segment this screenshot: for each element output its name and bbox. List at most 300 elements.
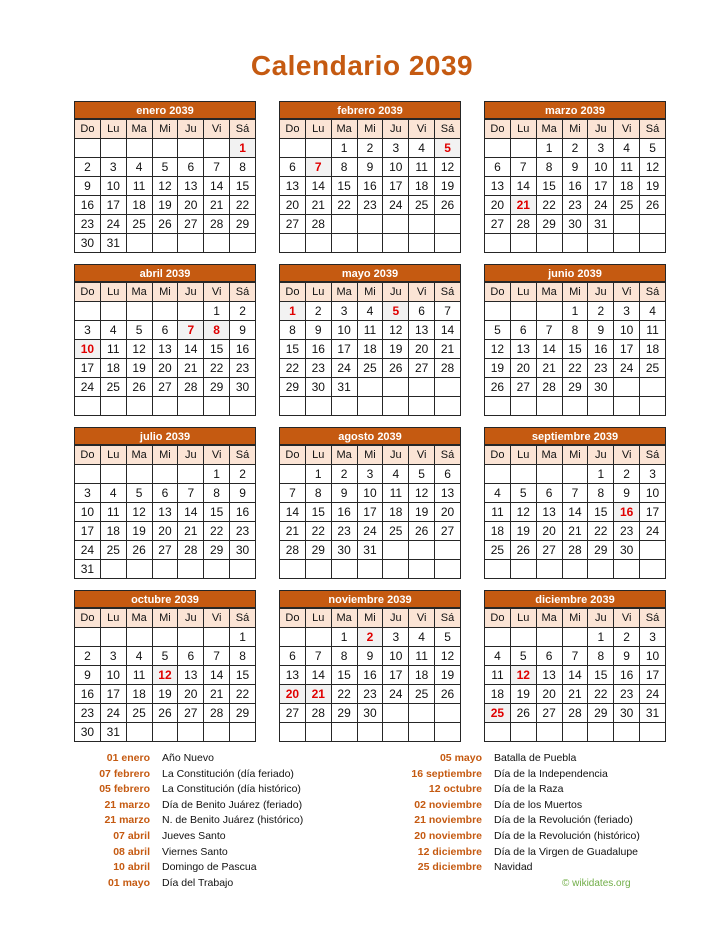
empty-cell: [357, 723, 383, 742]
day-cell: 23: [357, 196, 383, 215]
day-cell: 20: [178, 196, 204, 215]
page-title: Calendario 2039: [250, 50, 474, 81]
day-cell: 3: [383, 139, 409, 158]
empty-cell: [126, 628, 152, 647]
day-cell: 23: [331, 522, 357, 541]
empty-cell: [75, 302, 101, 321]
day-cell: 23: [614, 685, 640, 704]
holiday-date: 16 septiembre: [411, 767, 482, 780]
day-cell: 14: [435, 321, 461, 340]
weekday-header: Lu: [305, 446, 331, 465]
day-cell: 6: [280, 647, 306, 666]
day-cell: 2: [230, 302, 256, 321]
empty-cell: [435, 723, 461, 742]
day-cell: 30: [230, 541, 256, 560]
day-cell: 21: [178, 359, 204, 378]
holiday-date: 07 febrero: [99, 767, 150, 780]
empty-cell: [100, 465, 126, 484]
holiday-day-cell: 1: [230, 139, 256, 158]
day-cell: 21: [204, 685, 230, 704]
day-cell: 4: [409, 628, 435, 647]
holiday-name: Domingo de Pascua: [162, 861, 257, 874]
month-3: [484, 101, 666, 253]
day-cell: 29: [305, 541, 331, 560]
holiday-item: [78, 782, 332, 798]
empty-cell: [614, 560, 640, 579]
day-cell: 22: [588, 522, 614, 541]
day-cell: 3: [640, 465, 666, 484]
holiday-item: [78, 798, 332, 814]
day-cell: 30: [562, 215, 588, 234]
weekday-header: Ma: [331, 446, 357, 465]
day-cell: 13: [510, 340, 536, 359]
weekday-header: Do: [280, 283, 306, 302]
empty-cell: [178, 560, 204, 579]
day-cell: 24: [331, 359, 357, 378]
month-title: agosto 2039: [279, 427, 461, 445]
empty-cell: [409, 378, 435, 397]
day-cell: 4: [126, 647, 152, 666]
empty-cell: [485, 465, 511, 484]
empty-cell: [562, 628, 588, 647]
day-cell: 11: [409, 647, 435, 666]
day-cell: 29: [230, 704, 256, 723]
empty-cell: [435, 378, 461, 397]
day-cell: 12: [510, 503, 536, 522]
empty-cell: [126, 302, 152, 321]
day-cell: 2: [357, 139, 383, 158]
day-cell: 19: [126, 359, 152, 378]
day-cell: 14: [536, 340, 562, 359]
weekday-header: Lu: [100, 120, 126, 139]
empty-cell: [536, 397, 562, 416]
day-cell: 1: [588, 628, 614, 647]
day-cell: 24: [100, 704, 126, 723]
day-cell: 16: [230, 503, 256, 522]
holiday-item: [395, 782, 664, 798]
day-cell: 15: [305, 503, 331, 522]
empty-cell: [331, 215, 357, 234]
empty-cell: [614, 397, 640, 416]
day-cell: 9: [562, 158, 588, 177]
day-cell: 6: [536, 484, 562, 503]
weekday-header: Mi: [357, 120, 383, 139]
day-cell: 19: [383, 340, 409, 359]
day-cell: 18: [409, 666, 435, 685]
holiday-name: La Constitución (día histórico): [162, 783, 301, 796]
day-cell: 20: [409, 340, 435, 359]
holiday-name: Viernes Santo: [162, 845, 228, 858]
empty-cell: [280, 465, 306, 484]
day-cell: 14: [204, 666, 230, 685]
day-cell: 27: [178, 704, 204, 723]
day-cell: 21: [562, 685, 588, 704]
day-cell: 7: [562, 484, 588, 503]
day-cell: 14: [280, 503, 306, 522]
day-cell: 13: [280, 177, 306, 196]
empty-cell: [485, 302, 511, 321]
day-cell: 17: [383, 177, 409, 196]
day-cell: 7: [204, 647, 230, 666]
weekday-header: Ma: [331, 609, 357, 628]
day-cell: 6: [152, 321, 178, 340]
empty-cell: [126, 465, 152, 484]
weekday-header: Vi: [204, 446, 230, 465]
day-cell: 2: [75, 647, 101, 666]
day-cell: 17: [75, 522, 101, 541]
day-cell: 2: [614, 465, 640, 484]
empty-cell: [280, 139, 306, 158]
day-cell: 3: [75, 484, 101, 503]
empty-cell: [485, 397, 511, 416]
day-cell: 12: [126, 503, 152, 522]
holiday-day-cell: 5: [383, 302, 409, 321]
day-cell: 24: [383, 685, 409, 704]
day-cell: 5: [485, 321, 511, 340]
day-cell: 30: [614, 704, 640, 723]
day-cell: 12: [640, 158, 666, 177]
day-cell: 18: [357, 340, 383, 359]
day-cell: 8: [331, 647, 357, 666]
day-cell: 21: [178, 522, 204, 541]
weekday-header: Ju: [383, 446, 409, 465]
empty-cell: [536, 723, 562, 742]
day-cell: 4: [383, 465, 409, 484]
holiday-date: 25 diciembre: [417, 861, 482, 874]
day-cell: 17: [640, 503, 666, 522]
holiday-day-cell: 5: [435, 139, 461, 158]
day-cell: 8: [588, 647, 614, 666]
day-cell: 7: [178, 484, 204, 503]
empty-cell: [178, 723, 204, 742]
day-cell: 25: [640, 359, 666, 378]
day-cell: 30: [230, 378, 256, 397]
day-cell: 2: [230, 465, 256, 484]
day-cell: 8: [280, 321, 306, 340]
day-cell: 20: [536, 522, 562, 541]
day-cell: 19: [152, 196, 178, 215]
empty-cell: [152, 723, 178, 742]
day-cell: 6: [280, 158, 306, 177]
day-cell: 1: [204, 302, 230, 321]
empty-cell: [204, 139, 230, 158]
holiday-item: [395, 829, 664, 845]
day-cell: 20: [510, 359, 536, 378]
holiday-date: 01 mayo: [107, 876, 150, 889]
footer-credit[interactable]: © wikidates.org: [562, 878, 631, 889]
day-cell: 1: [331, 628, 357, 647]
empty-cell: [357, 215, 383, 234]
day-cell: 3: [331, 302, 357, 321]
day-cell: 13: [152, 340, 178, 359]
day-cell: 22: [331, 685, 357, 704]
day-cell: 16: [357, 666, 383, 685]
month-7: [74, 427, 256, 579]
empty-cell: [510, 139, 536, 158]
day-cell: 7: [435, 302, 461, 321]
day-cell: 3: [357, 465, 383, 484]
day-cell: 18: [614, 177, 640, 196]
day-cell: 1: [588, 465, 614, 484]
day-cell: 26: [435, 685, 461, 704]
day-cell: 28: [204, 704, 230, 723]
day-cell: 31: [331, 378, 357, 397]
day-cell: 27: [280, 704, 306, 723]
weekday-header: Sá: [435, 283, 461, 302]
day-cell: 22: [230, 685, 256, 704]
day-cell: 6: [536, 647, 562, 666]
day-cell: 19: [435, 177, 461, 196]
weekday-header: Do: [485, 283, 511, 302]
holiday-name: La Constitución (día feriado): [162, 767, 294, 780]
holiday-day-cell: 10: [75, 340, 101, 359]
empty-cell: [331, 234, 357, 253]
day-cell: 8: [204, 484, 230, 503]
empty-cell: [588, 397, 614, 416]
day-cell: 5: [126, 484, 152, 503]
day-cell: 26: [510, 704, 536, 723]
day-cell: 1: [536, 139, 562, 158]
empty-cell: [614, 234, 640, 253]
empty-cell: [640, 541, 666, 560]
day-cell: 12: [126, 340, 152, 359]
day-cell: 14: [562, 666, 588, 685]
day-cell: 19: [409, 503, 435, 522]
day-cell: 15: [588, 503, 614, 522]
day-cell: 23: [588, 359, 614, 378]
day-cell: 15: [588, 666, 614, 685]
day-cell: 2: [588, 302, 614, 321]
day-cell: 14: [204, 177, 230, 196]
holiday-item: [395, 798, 664, 814]
day-cell: 10: [588, 158, 614, 177]
empty-cell: [510, 465, 536, 484]
day-cell: 24: [75, 541, 101, 560]
holiday-day-cell: 12: [510, 666, 536, 685]
day-cell: 16: [75, 685, 101, 704]
day-cell: 25: [383, 522, 409, 541]
holiday-name: N. de Benito Juárez (histórico): [162, 814, 304, 827]
day-cell: 9: [305, 321, 331, 340]
day-cell: 27: [510, 378, 536, 397]
day-cell: 8: [588, 484, 614, 503]
weekday-header: Ju: [383, 120, 409, 139]
weekday-header: Ma: [331, 120, 357, 139]
day-cell: 23: [614, 522, 640, 541]
day-cell: 8: [230, 158, 256, 177]
empty-cell: [510, 628, 536, 647]
empty-cell: [152, 465, 178, 484]
weekday-header: Lu: [510, 609, 536, 628]
day-cell: 31: [357, 541, 383, 560]
empty-cell: [409, 723, 435, 742]
weekday-header: Sá: [435, 609, 461, 628]
weekday-header: Ma: [536, 446, 562, 465]
day-cell: 10: [614, 321, 640, 340]
holiday-item: [78, 829, 332, 845]
empty-cell: [409, 397, 435, 416]
empty-cell: [383, 723, 409, 742]
empty-cell: [152, 560, 178, 579]
weekday-header: Ma: [126, 120, 152, 139]
weekday-header: Do: [485, 446, 511, 465]
empty-cell: [204, 628, 230, 647]
day-cell: 18: [640, 340, 666, 359]
empty-cell: [178, 465, 204, 484]
day-cell: 7: [204, 158, 230, 177]
month-8: [279, 427, 461, 579]
empty-cell: [280, 723, 306, 742]
day-cell: 23: [230, 359, 256, 378]
weekday-header: Sá: [435, 446, 461, 465]
day-cell: 29: [588, 541, 614, 560]
day-cell: 20: [152, 359, 178, 378]
day-cell: 9: [357, 647, 383, 666]
weekday-header: Mi: [562, 120, 588, 139]
day-cell: 4: [485, 647, 511, 666]
day-cell: 14: [178, 340, 204, 359]
weekday-header: Do: [280, 609, 306, 628]
day-cell: 25: [409, 685, 435, 704]
empty-cell: [178, 397, 204, 416]
weekday-header: Mi: [357, 283, 383, 302]
day-cell: 5: [126, 321, 152, 340]
day-cell: 21: [562, 522, 588, 541]
weekday-header: Ju: [588, 283, 614, 302]
day-cell: 6: [409, 302, 435, 321]
day-cell: 31: [100, 723, 126, 742]
empty-cell: [305, 560, 331, 579]
day-cell: 12: [435, 647, 461, 666]
month-12: [484, 590, 666, 742]
empty-cell: [75, 397, 101, 416]
empty-cell: [614, 378, 640, 397]
weekday-header: Lu: [305, 283, 331, 302]
day-cell: 25: [126, 215, 152, 234]
weekday-header: Vi: [204, 283, 230, 302]
day-cell: 8: [331, 158, 357, 177]
day-cell: 1: [230, 628, 256, 647]
day-cell: 5: [435, 628, 461, 647]
holiday-date: 02 noviembre: [414, 798, 482, 811]
day-cell: 27: [485, 215, 511, 234]
empty-cell: [305, 234, 331, 253]
day-cell: 14: [305, 666, 331, 685]
day-cell: 30: [357, 704, 383, 723]
day-cell: 25: [485, 541, 511, 560]
holiday-date: 01 enero: [106, 752, 150, 764]
empty-cell: [562, 397, 588, 416]
day-cell: 4: [485, 484, 511, 503]
day-cell: 13: [435, 484, 461, 503]
weekday-header: Lu: [305, 120, 331, 139]
day-cell: 28: [178, 378, 204, 397]
holiday-item: [78, 845, 332, 861]
empty-cell: [640, 723, 666, 742]
holiday-item: [395, 751, 664, 767]
day-cell: 31: [100, 234, 126, 253]
empty-cell: [357, 397, 383, 416]
day-cell: 27: [435, 522, 461, 541]
empty-cell: [357, 560, 383, 579]
day-cell: 19: [152, 685, 178, 704]
day-cell: 1: [331, 139, 357, 158]
day-cell: 16: [588, 340, 614, 359]
empty-cell: [383, 378, 409, 397]
holiday-date: 12 diciembre: [417, 845, 482, 858]
weekday-header: Ju: [383, 283, 409, 302]
empty-cell: [510, 397, 536, 416]
day-cell: 11: [126, 666, 152, 685]
empty-cell: [383, 704, 409, 723]
day-cell: 25: [357, 359, 383, 378]
empty-cell: [331, 397, 357, 416]
holiday-item: [78, 860, 332, 876]
day-cell: 15: [562, 340, 588, 359]
holiday-list-left: [78, 751, 332, 891]
empty-cell: [510, 302, 536, 321]
day-cell: 22: [204, 522, 230, 541]
day-cell: 28: [435, 359, 461, 378]
day-cell: 18: [126, 196, 152, 215]
day-cell: 30: [588, 378, 614, 397]
month-title: octubre 2039: [74, 590, 256, 608]
day-cell: 2: [75, 158, 101, 177]
day-cell: 3: [75, 321, 101, 340]
weekday-header: Lu: [100, 609, 126, 628]
day-cell: 26: [126, 541, 152, 560]
day-cell: 11: [485, 666, 511, 685]
weekday-header: Lu: [100, 446, 126, 465]
empty-cell: [536, 465, 562, 484]
day-cell: 19: [510, 522, 536, 541]
empty-cell: [485, 723, 511, 742]
day-cell: 26: [485, 378, 511, 397]
day-cell: 14: [562, 503, 588, 522]
empty-cell: [435, 215, 461, 234]
day-cell: 19: [435, 666, 461, 685]
day-cell: 14: [510, 177, 536, 196]
day-cell: 28: [178, 541, 204, 560]
empty-cell: [230, 723, 256, 742]
day-cell: 13: [178, 177, 204, 196]
day-cell: 6: [435, 465, 461, 484]
weekday-header: Sá: [640, 283, 666, 302]
day-cell: 1: [204, 465, 230, 484]
weekday-header: Sá: [230, 120, 256, 139]
weekday-header: Lu: [510, 283, 536, 302]
day-cell: 23: [75, 215, 101, 234]
day-cell: 5: [640, 139, 666, 158]
empty-cell: [305, 397, 331, 416]
empty-cell: [383, 397, 409, 416]
day-cell: 19: [510, 685, 536, 704]
empty-cell: [75, 628, 101, 647]
day-cell: 22: [280, 359, 306, 378]
day-cell: 26: [510, 541, 536, 560]
day-cell: 9: [75, 666, 101, 685]
day-cell: 13: [536, 503, 562, 522]
holiday-name: Año Nuevo: [162, 752, 214, 764]
day-cell: 7: [562, 647, 588, 666]
day-cell: 12: [435, 158, 461, 177]
day-cell: 22: [230, 196, 256, 215]
day-cell: 22: [588, 685, 614, 704]
day-cell: 26: [126, 378, 152, 397]
weekday-header: Ju: [588, 609, 614, 628]
month-11: [279, 590, 461, 742]
empty-cell: [409, 704, 435, 723]
